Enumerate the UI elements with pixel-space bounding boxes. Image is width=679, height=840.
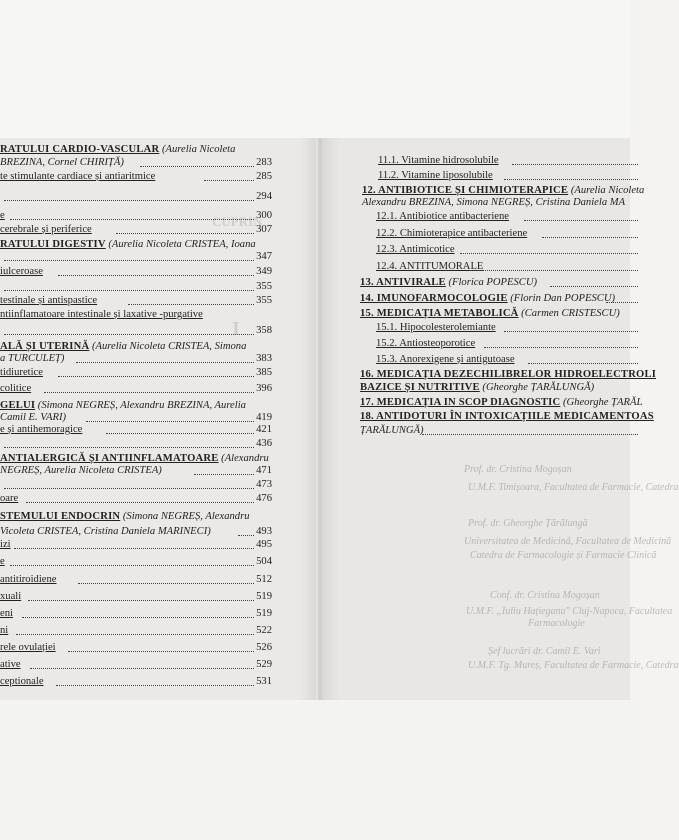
toc-entry: antitiroidiene 512 <box>0 574 272 585</box>
page-number: 526 <box>256 642 272 653</box>
toc-entry: eni 519 <box>0 608 272 619</box>
page-number: 522 <box>256 625 272 636</box>
toc-entry: cerebrale și periferice 307 <box>0 224 272 235</box>
toc-entry: Alexandru BREZINA, Simona NEGREȘ, Cristina Daniela MA <box>362 197 626 208</box>
toc-entry: testinale și antispastice 355 <box>0 295 272 306</box>
toc-entry: ALĂ ȘI UTERINĂ (Aurelia Nicoleta CRISTEA, Simona <box>0 341 247 352</box>
toc-entry: NEGREȘ, Aurelia Nicoleta CRISTEA) 471 <box>0 465 272 476</box>
toc-entry: 11.2. Vitamine liposolubile <box>378 170 638 182</box>
right-page <box>318 138 679 700</box>
toc-entry: iulceroase 349 <box>0 266 272 277</box>
page-number: 476 <box>256 493 272 504</box>
page-number: 349 <box>256 266 272 277</box>
bleed-through: CUPRIN <box>212 214 263 229</box>
toc-entry: 17. MEDICAȚIA IN SCOP DIAGNOSTIC (Gheorghe ȚARĂL <box>360 397 643 408</box>
toc-entry: 12.4. ANTITUMORALE <box>376 261 638 273</box>
bleed-through: U.M.F. „Iuliu Hațieganu" Cluj-Napoca, Facultatea <box>466 606 673 617</box>
page-number: 512 <box>256 574 272 585</box>
page-number: 504 <box>256 556 272 567</box>
toc-entry: ceptionale 531 <box>0 676 272 687</box>
left-page <box>0 138 316 700</box>
bleed-through: Conf. dr. Cristina Mogoșan <box>490 590 600 601</box>
toc-entry: 15.2. Antiosteoporotice <box>376 338 638 350</box>
bleed-through: U.M.F. Timișoara, Facultatea de Farmacie, Catedra <box>468 482 679 493</box>
page-number: 531 <box>256 676 272 687</box>
page-number: 294 <box>256 191 272 202</box>
page-number: 307 <box>256 224 272 235</box>
toc-entry: RATULUI CARDIO-VASCULAR (Aurelia Nicoleta <box>0 144 236 155</box>
bleed-through: Prof. dr. Gheorghe Țărălungă <box>468 518 588 529</box>
toc-entry: 18. ANTIDOTURI ÎN INTOXICAȚIILE MEDICAMENTOAS <box>360 411 654 422</box>
toc-entry: e 300 <box>0 210 272 221</box>
toc-entry: oare 476 <box>0 493 272 504</box>
toc-entry: 12. ANTIBIOTICE ȘI CHIMIOTERAPICE (Aurelia Nicoleta <box>362 185 645 196</box>
page-number: 473 <box>256 479 272 490</box>
toc-entry: 12.2. Chimioterapice antibacteriene <box>376 228 638 240</box>
bleed-through: Catedra de Farmacologie și Farmacie Clinică <box>470 550 657 561</box>
toc-entry: 12.1. Antibiotice antibacteriene <box>376 211 638 223</box>
page-number: 355 <box>256 295 272 306</box>
bleed-through: U.M.F. Tg. Mureș, Facultatea de Farmacie, Catedra <box>468 660 679 671</box>
page-number: 529 <box>256 659 272 670</box>
toc-entry: BAZICE ȘI NUTRITIVE (Gheorghe ȚARĂLUNGĂ) <box>360 382 595 393</box>
toc-entry: e și antihemoragice 421 <box>0 424 272 435</box>
toc-entry: ANTIALERGICĂ ȘI ANTIINFLAMATOARE (Alexandru <box>0 453 269 464</box>
page-number: 471 <box>256 465 272 476</box>
toc-entry: STEMULUI ENDOCRIN (Simona NEGREȘ, Alexandru <box>0 511 250 522</box>
toc-entry: 15.1. Hipocolesterolemiante <box>376 322 638 334</box>
page-number: 519 <box>256 591 272 602</box>
page-number: 383 <box>256 353 272 364</box>
page-number: 493 <box>256 526 272 537</box>
bleed-through: Prof. dr. Cristina Mogoșan <box>464 464 572 475</box>
toc-entry: tidiuretice 385 <box>0 367 272 378</box>
toc-entry: GELUI (Simona NEGREȘ, Alexandru BREZINA, Aurelia <box>0 400 246 411</box>
page-number: 436 <box>256 438 272 449</box>
page-number: 421 <box>256 424 272 435</box>
page-number: 385 <box>256 367 272 378</box>
bleed-through: Universitatea de Medicină, Facultatea de Medicină <box>464 536 672 547</box>
bleed-through: I <box>232 318 240 340</box>
page-number: 285 <box>256 171 272 182</box>
page-number: 283 <box>256 157 272 168</box>
background-top <box>0 0 630 138</box>
toc-entry: Vicoleta CRISTEA, Cristina Daniela MARINECI) 493 <box>0 526 272 537</box>
page-number: 396 <box>256 383 272 394</box>
toc-entry: 12.3. Antimicotice <box>376 244 638 256</box>
page-number: 347 <box>256 251 272 262</box>
page-number: 358 <box>256 325 272 336</box>
toc-entry: 15. MEDICAȚIA METABOLICĂ (Carmen CRISTESCU) <box>360 308 620 319</box>
toc-entry: e 504 <box>0 556 272 567</box>
toc-entry: BREZINA, Cornel CHIRIȚĂ) 283 <box>0 157 272 168</box>
toc-entry: xuali 519 <box>0 591 272 602</box>
page-number: 419 <box>256 412 272 423</box>
toc-entry: Camil E. VARI) 419 <box>0 412 272 423</box>
bleed-through: Șef lucrări dr. Camil E. Vari <box>488 646 601 657</box>
toc-entry: 11.1. Vitamine hidrosolubile <box>378 155 638 167</box>
page-number: 355 <box>256 281 272 292</box>
bleed-through: Farmacologie <box>528 618 585 629</box>
page-number: 495 <box>256 539 272 550</box>
page-number: 300 <box>256 210 272 221</box>
toc-entry: ntiinflamatoare intestinale și laxative -purgative <box>0 309 203 320</box>
background-bottom <box>0 700 630 840</box>
toc-entry: izi 495 <box>0 539 272 550</box>
toc-entry: a TURCULEȚ) 383 <box>0 353 272 364</box>
toc-entry: te stimulante cardiace și antiaritmice 285 <box>0 171 272 182</box>
toc-entry: rele ovulației 526 <box>0 642 272 653</box>
toc-entry: ative 529 <box>0 659 272 670</box>
toc-entry: 16. MEDICAȚIA DEZECHILIBRELOR HIDROELECTROLI <box>360 369 657 380</box>
toc-entry: ȚARĂLUNGĂ) <box>360 425 638 437</box>
toc-entry: 14. IMUNOFARMOCOLOGIE (Florin Dan POPESCU) <box>360 293 638 305</box>
toc-entry: RATULUI DIGESTIV (Aurelia Nicoleta CRISTEA, Ioana <box>0 239 256 250</box>
page-number: 519 <box>256 608 272 619</box>
toc-entry: 15.3. Anorexigene și antigutoase <box>376 354 638 366</box>
toc-entry: 13. ANTIVIRALE (Florica POPESCU) <box>360 277 638 289</box>
toc-entry: ni 522 <box>0 625 272 636</box>
toc-entry: colitice 396 <box>0 383 272 394</box>
